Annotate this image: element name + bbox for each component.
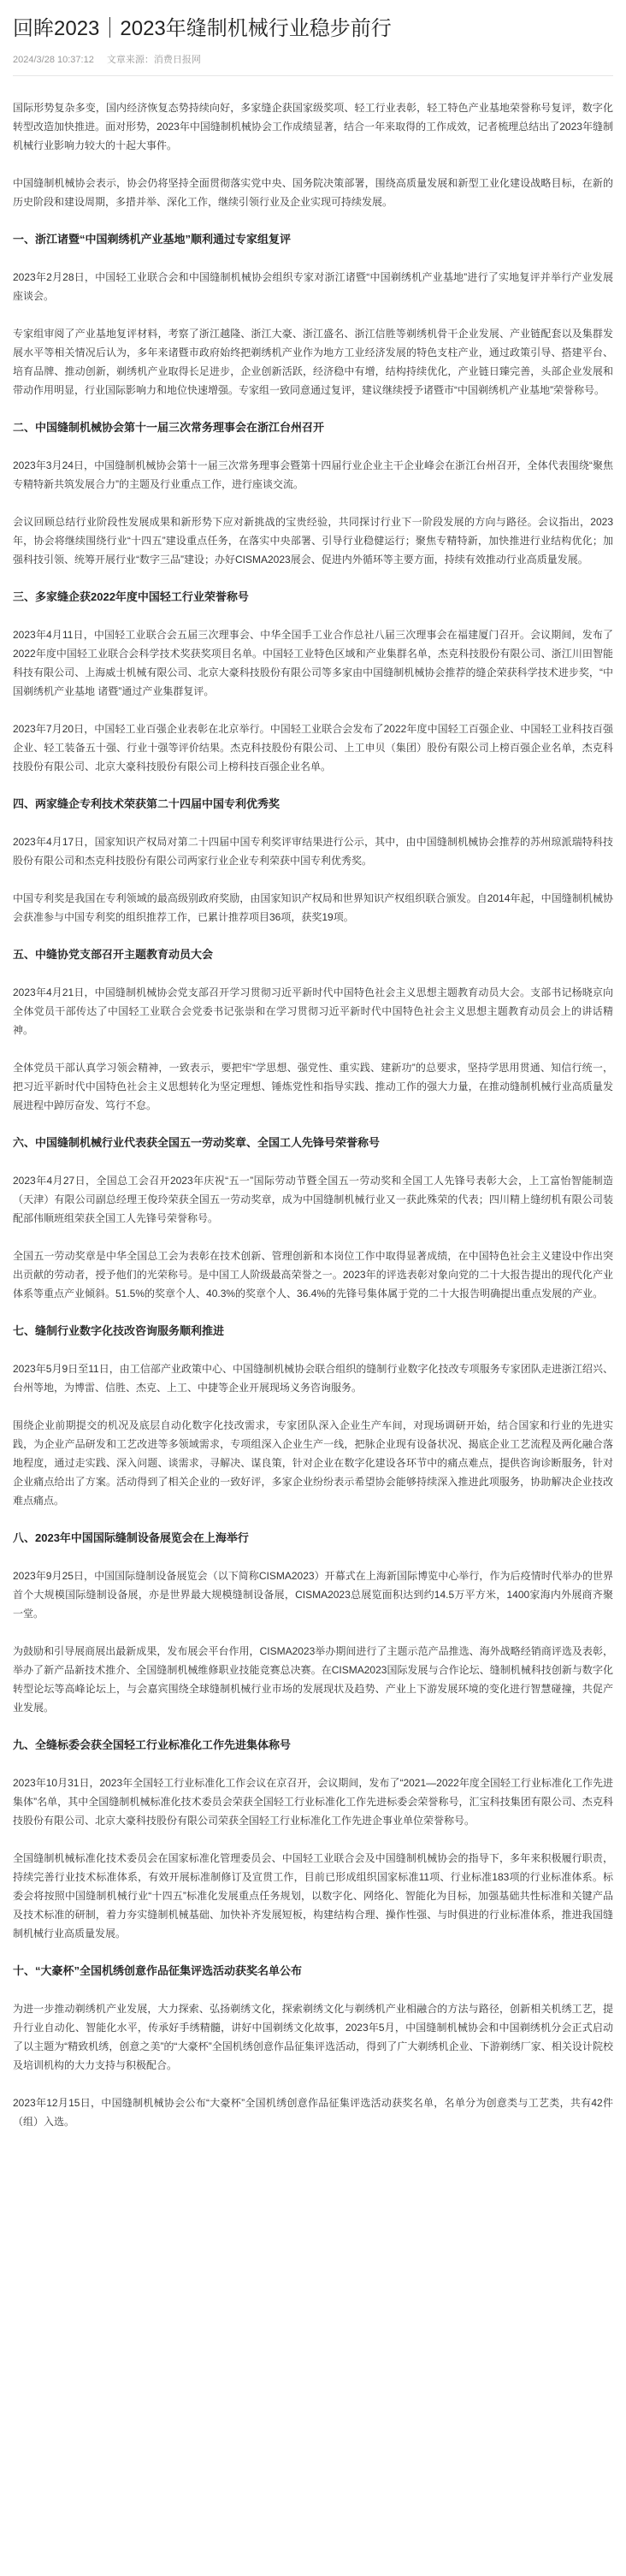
section-heading: 十、“大豪杯”全国机绣创意作品征集评选活动获奖名单公布 — [13, 1964, 303, 1977]
body-paragraph: 2023年5月9日至11日，由工信部产业政策中心、中国缝制机械协会联合组织的缝制行业数字化技改专项服务专家团队走进浙江绍兴、台州等地，为博雷、信胜、杰克、上工、中捷等企业开展现场义务咨询服务。 — [13, 1363, 613, 1394]
body-paragraph: 为进一步推动剃绣机产业发展，大力探索、弘扬剃绣文化，探索剃绣文化与剃绣机产业相融合的方法与路径，创新相关机绣工艺，提升行业自动化、智能化水平，传承好手绣精髓，讲好中国剃绣文化故事，2023年5月，中国缝制机械协会和中国剃绣机分会正式启动了以主题为“精致机绣，创意之美”的“大豪杯”全国机绣创意作品征集评选活动，得到了广大剃绣机企业、下游剃绣厂家、相关设计院校及培训机构的大力支持与积极配合。 — [13, 2003, 613, 2071]
section-heading: 六、中国缝制机械行业代表获全国五一劳动奖章、全国工人先锋号荣誉称号 — [13, 1136, 381, 1149]
section-heading: 五、中缝协党支部召开主题教育动员大会 — [13, 948, 214, 961]
article-source: 文章来源：消费日报网 — [106, 55, 201, 65]
body-paragraph: 全国缝制机械标准化技术委员会在国家标准化管理委员会、中国轻工业联合会及中国缝制机械协会的指导下，多年来积极履行职责，持续完善行业技术标准体系，有效开展标准制修订及宣贯工作，目前已形成组织国家标准11项、行业标准183项的行业标准体系。标委会将按照中国缝制机械行业“十四五”标准化发展重点任务规划，以数字化、网络化、智能化为目标，加强基础共性标准和关键产品及技术标准的研制，着力夯实缝制机械基础、加快补齐发展短板，构建结构合理、操作性强、与时俱进的行业标准体系，推进我国缝制机械行业高质量发展。 — [13, 1852, 613, 1939]
body-paragraph: 2023年4月27日，全国总工会召开2023年庆祝“五一”国际劳动节暨全国五一劳动奖和全国工人先锋号表彰大会，上工富怡智能制造（天津）有限公司副总经理王俊玲荣获全国五一劳动奖章，成为中国缝制机械行业又一获此殊荣的代表；四川精上缝纫机有限公司装配部伟顺班组荣获全国工人先锋号荣誉称号。 — [13, 1175, 613, 1224]
body-paragraph: 2023年10月31日，2023年全国轻工行业标准化工作会议在京召开，会议期间，发布了“2021—2022年度全国轻工行业标准化工作先进集体”名单，其中全国缝制机械标准化技术委员会荣获全国轻工行业标准化工作先进标委会荣誉称号，汇宝科技集团有限公司、杰克科技股份有限公司、北京大豪科技股份有限公司荣获全国轻工行业标准化工作先进企事业单位荣誉称号。 — [13, 1777, 613, 1827]
article-meta — [13, 53, 613, 67]
body-paragraph: 国际形势复杂多变，国内经济恢复态势持续向好，多家缝企获国家级奖项、轻工行业表彰，轻工特色产业基地荣誉称号复评，数字化转型改造加快推进。面对形势，2023年中国缝制机械协会工作成绩显著，结合一年来取得的工作成效，记者梳理总结出了2023年缝制机械行业影响力较大的十起大事件。 — [13, 102, 613, 151]
section-heading: 四、两家缝企专利技术荣获第二十四届中国专利优秀奖 — [13, 797, 281, 810]
body-paragraph: 为鼓励和引导展商展出最新成果，发布展会平台作用，CISMA2023举办期间进行了主题示范产品推选、海外战略经销商评选及表彰，举办了新产品新技术推介、全国缝制机械维修职业技能竞赛总决赛。在CISMA2023国际发展与合作论坛、缝制机械科技创新与数字化转型论坛等高峰论坛上，与会嘉宾围绕全球缝制机械行业市场的发展现状及趋势、产业上下游发展环境的变化进行智慧碰撞，共促产业发展。 — [13, 1645, 613, 1714]
title-divider — [13, 75, 613, 76]
article-body — [13, 98, 613, 2131]
section-heading: 七、缝制行业数字化技改咨询服务顺利推进 — [13, 1324, 225, 1337]
body-paragraph: 2023年3月24日，中国缝制机械协会第十一届三次常务理事会暨第十四届行业企业主干企业峰会在浙江台州召开，全体代表围绕“聚焦专精特新共筑发展合力”的主题及行业重点工作，进行座谈交流。 — [13, 459, 613, 490]
section-heading: 二、中国缝制机械协会第十一届三次常务理事会在浙江台州召开 — [13, 421, 325, 434]
article-title: 回眸2023｜2023年缝制机械行业稳步前行 — [13, 17, 392, 40]
body-paragraph: 围绕企业前期提交的机况及底层自动化数字化技改需求，专家团队深入企业生产车间，对现场调研开始，结合国家和行业的先进实践，为企业产品研发和工艺改进等多领域需求，专项组深入企业生产一线，把脉企业现有设备状况、揭底企业工艺流程及两化融合落地程度，通过走实践、深入问题、谈需求，寻解决、谋良策，针对企业在数字化建设各环节中的痛点难点，提供咨询诊断服务，针对企业痛点给出了方案。活动得到了相关企业的一致好评，多家企业纷纷表示希望协会能够持续深入推进此项服务，协助解决企业技改难点痛点。 — [13, 1419, 613, 1507]
section-heading: 一、浙江诸暨“中国剃绣机产业基地”顺利通过专家组复评 — [13, 233, 292, 246]
body-paragraph: 2023年9月25日，中国国际缝制设备展览会（以下简称CISMA2023）开幕式在上海新国际博览中心举行，作为后疫情时代举办的世界首个大规模国际缝制设备展，亦是世界最大规模缝制设备展，CISMA2023总展览面积达到约14.5万平方米，1400家海内外展商齐聚一堂。 — [13, 1570, 613, 1620]
body-paragraph: 专家组审阅了产业基地复评材料，考察了浙江越隆、浙江大豪、浙江盛名、浙江信胜等剃绣机骨干企业发展、产业链配套以及集群发展水平等相关情况后认为，多年来诸暨市政府始终把剃绣机产业作为地方工业经济发展的特色支柱产业，通过政策引导、搭建平台、培育品牌、推动创新，剃绣机产业取得长足进步，企业创新活跃，经济稳中有增，结构持续优化，产业链日臻完善，头部企业发展和带动作用明显，行业国际影响力和地位快速增强。专家组一致同意通过复评，建议继续授予诸暨市“中国剃绣机产业基地”荣誉称号。 — [13, 328, 613, 396]
body-paragraph: 全国五一劳动奖章是中华全国总工会为表彰在技术创新、管理创新和本岗位工作中取得显著成绩，在中国特色社会主义建设中作出突出贡献的劳动者，授予他们的光荣称号。是中国工人阶级最高荣誉之一。2023年的评选表彰对象向党的二十大报告提出的现代化产业体系等重点产业倾斜。51.5%的奖章个人、40.3%的奖章个人、36.4%的先锋号集体属于党的二十大报告明确提出重点发展的产业。 — [13, 1250, 613, 1300]
body-paragraph: 会议回顾总结行业阶段性发展成果和新形势下应对新挑战的宝贵经验，共同探讨行业下一阶段发展的方向与路径。会议指出，2023年，协会将继续围绕行业“十四五”建设重点任务，在落实中央部署、引导行业稳健运行；聚焦专精特新，加快推进行业结构优化；加强科技引领、统筹开展行业“数字三品”建设；办好CISMA2023展会、促进内外循环等主要方面，持续有效推动行业高质量发展。 — [13, 516, 613, 566]
body-paragraph: 2023年2月28日，中国轻工业联合会和中国缝制机械协会组织专家对浙江诸暨“中国剃绣机产业基地”进行了实地复评并举行产业发展座谈会。 — [13, 271, 613, 302]
body-paragraph: 2023年4月17日，国家知识产权局对第二十四届中国专利奖评审结果进行公示，其中，由中国缝制机械协会推荐的苏州琼派瑞特科技股份有限公司和杰克科技股份有限公司两家行业企业专利荣获中国专利优秀奖。 — [13, 836, 613, 867]
section-heading: 九、全缝标委会获全国轻工行业标准化工作先进集体称号 — [13, 1738, 292, 1751]
body-paragraph: 2023年7月20日，中国轻工业百强企业表彰在北京举行。中国轻工业联合会发布了2022年度中国轻工百强企业、中国轻工业科技百强企业、轻工装备五十强、行业十强等评价结果。杰克科技股份有限公司、上工申贝（集团）股份有限公司上榜百强企业名单，杰克科技股份有限公司、北京大豪科技股份有限公司上榜科技百强企业名单。 — [13, 723, 613, 773]
body-paragraph: 2023年4月21日，中国缝制机械协会党支部召开学习贯彻习近平新时代中国特色社会主义思想主题教育动员大会。支部书记杨晓京向全体党员干部传达了中国轻工业联合会党委书记张崇和在学习贯彻习近平新时代中国特色社会主义思想主题教育动员会上的讲话精神。 — [13, 986, 613, 1036]
publish-date: 2024/3/28 10:37:12 — [13, 55, 94, 65]
section-heading: 八、2023年中国国际缝制设备展览会在上海举行 — [13, 1531, 249, 1544]
body-paragraph: 2023年4月11日，中国轻工业联合会五届三次理事会、中华全国手工业合作总社八届三次理事会在福建厦门召开。会议期间，发布了2022年度中国轻工业联合会科学技术奖获奖项目名单。中国轻工业特色区域和产业集群名单，杰克科技股份有限公司、浙江川田智能科技有限公司、上海威士机械有限公司、北京大豪科技股份有限公司等多家由中国缝制机械协会推荐的缝企荣获科学技术进步奖，“中国剃绣机产业基地 诸暨”通过产业集群复评。 — [13, 629, 613, 697]
body-paragraph: 中国专利奖是我国在专利领域的最高级别政府奖励，由国家知识产权局和世界知识产权组织联合颁发。自2014年起，中国缝制机械协会获准参与中国专利奖的组织推荐工作，已累计推荐项目36项，获奖19项。 — [13, 892, 613, 923]
body-paragraph: 2023年12月15日，中国缝制机械协会公布“大豪杯”全国机绣创意作品征集评选活动获奖名单，名单分为创意类与工艺类，共有42件（组）入选。 — [13, 2097, 613, 2128]
body-paragraph: 中国缝制机械协会表示，协会仍将坚持全面贯彻落实党中央、国务院决策部署，围绕高质量发展和新型工业化建设战略目标，在新的历史阶段和建设周期，多措并举、深化工作，继续引领行业及企业实现可持续发展。 — [13, 177, 613, 208]
section-heading: 三、多家缝企获2022年度中国轻工行业荣誉称号 — [13, 590, 249, 603]
body-paragraph: 全体党员干部认真学习领会精神，一致表示，要把牢“学思想、强党性、重实践、建新功”的总要求，坚持学思用贯通、知信行统一，把习近平新时代中国特色社会主义思想转化为坚定理想、锤炼党性和指导实践、推动工作的强大力量，在推动缝制机械行业高质量发展进程中踔厉奋发、笃行不怠。 — [13, 1062, 613, 1111]
